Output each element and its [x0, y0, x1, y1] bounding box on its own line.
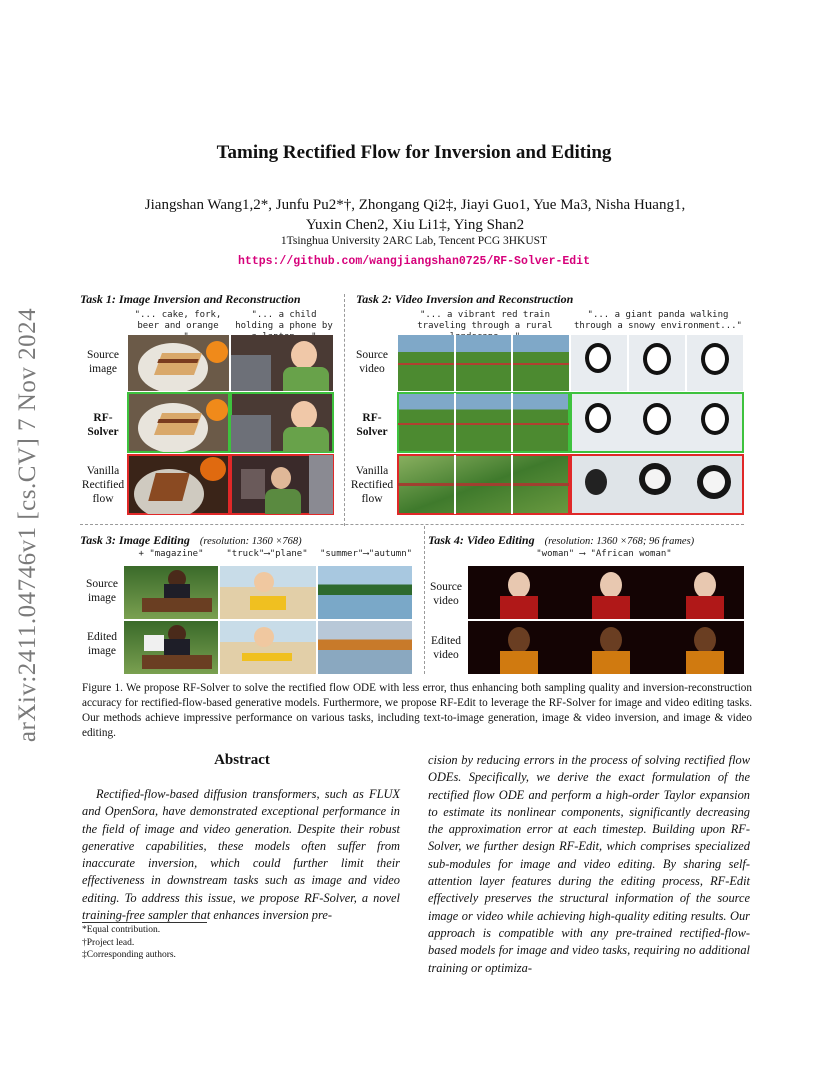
t3-beach-source	[220, 566, 316, 619]
task3-edit-1: + "magazine"	[138, 549, 204, 559]
task2-quote-1: "... a vibrant red train traveling through a rural	[417, 310, 553, 331]
t2-row-vanilla: Vanilla Rectified flow	[350, 465, 394, 505]
footnote-rule	[82, 922, 207, 923]
t3-row-edited: Edited image	[86, 631, 118, 657]
t3-lake-source	[318, 566, 412, 619]
t2-row-source: Source video	[356, 349, 388, 375]
t3-beach-edited	[220, 621, 316, 674]
t2-panda-rfsolver	[571, 393, 743, 452]
t1-child-source	[231, 335, 333, 391]
t1-child-vanilla	[231, 455, 333, 514]
task3-label: Task 3: Image Editing (resolution: 1360 ×768)	[80, 533, 302, 547]
footnote-corresponding: ‡Corresponding authors.	[82, 950, 176, 960]
task3-edit-2: "truck"⟶"plane"	[226, 549, 308, 559]
t1-cake-source	[128, 335, 229, 391]
t1-row-source: Source image	[87, 349, 119, 375]
t2-panda-source	[571, 335, 743, 391]
affiliations: 1Tsinghua University 2ARC Lab, Tencent PCG 3HKUST	[280, 235, 548, 247]
t2-train-vanilla	[398, 455, 569, 514]
paper-title: Taming Rectified Flow for Inversion and Editing	[216, 142, 612, 163]
footnote-equal: *Equal contribution.	[82, 925, 161, 935]
task2-quote-2: "... a giant panda walking through a snowy environment..."	[574, 310, 742, 331]
t3-row-source: Source image	[86, 578, 118, 604]
divider-vertical-top	[344, 294, 345, 526]
task1-label: Task 1: Image Inversion and Reconstruction	[80, 292, 301, 306]
t1-row-rfsolver: RF-Solver	[87, 412, 119, 438]
t2-panda-vanilla	[571, 455, 743, 514]
t1-child-rfsolver	[231, 393, 333, 452]
task3-resolution: (resolution: 1360 ×768)	[199, 536, 302, 547]
arxiv-stamp: arXiv:2411.04746v1 [cs.CV] 7 Nov 2024	[14, 307, 41, 743]
footnote-lead: †Project lead.	[82, 937, 135, 948]
footnotes	[82, 924, 282, 962]
task1-quote-2: "... a child holding a phone by	[235, 310, 333, 331]
t4-woman-edited	[468, 621, 744, 674]
t3-lake-edited	[318, 621, 412, 674]
authors-line-1: Jiangshan Wang1,2*, Junfu Pu2*†, Zhongang Qi2‡, Jiayi Guo1, Yue Ma3, Nisha Huang1,	[144, 197, 686, 213]
task4-resolution: (resolution: 1360 ×768; 96 frames)	[544, 536, 695, 547]
t3-park-edited	[124, 621, 218, 674]
task4-edit: "woman" ⟶ "African woman"	[536, 549, 672, 559]
abstract-left-column: Rectified-flow-based diffusion transformers, such as FLUX and OpenSora, have demonstrated exceptional performance in the field of image and video generation. Despite their robust generative capabilities, these models often suffer from inaccurate inversion, which could further limit their effectiveness in downstream tasks such as image and video editing. To address this issue, we propose RF-Solver, a novel training-free sampler that enhances inversion pre-	[82, 787, 400, 923]
t2-row-rfsolver: RF-Solver	[356, 412, 388, 438]
task2-label: Task 2: Video Inversion and Reconstruction	[356, 292, 574, 306]
t4-woman-source	[468, 566, 744, 619]
t4-row-edited: Edited video	[430, 635, 462, 661]
t2-train-source	[398, 335, 569, 391]
t3-park-source	[124, 566, 218, 619]
task4-label: Task 4: Video Editing (resolution: 1360 ×768; 96 frames)	[428, 533, 695, 547]
t2-train-rfsolver	[398, 393, 569, 452]
figure-caption: Figure 1. We propose RF-Solver to solve the rectified flow ODE with less error, thus enhancing both sampling quality and inversion-reconstruction accuracy for rectified-flow-based generative models. Furthermore, we propose RF-Edit to leverage the RF-Solver for image and video editing tasks. Our methods achieve impressive performance on various tasks, including text-to-image generation, image & video inversion, and image & video editing.	[82, 682, 752, 739]
abstract-right-column: cision by reducing errors in the process of solving rectified flow ODEs. Specifically, we derive the exact formulation of the rectified flow ODE and perform a high-order Taylor expansion to estimate its nonlinear components, significantly decreasing the approximation error at each timestep. Building upon RF-Solver, we further design RF-Edit, which comprises specialized sub-modules for image and video editing. By sharing self-attention layer features during the editing process, RF-Edit effectively preserves the structural information of the source image or video while achieving high-quality editing results. Our approach is compatible with any pre-trained rectified-flow-based models for image and video tasks, requiring no additional training or optimiza-	[428, 753, 750, 975]
author-list	[110, 195, 720, 235]
t1-cake-rfsolver	[128, 393, 229, 452]
task1-quote-1: "... cake, fork, beer and orange	[134, 310, 222, 331]
authors-line-2: Yuxin Chen2, Xiu Li1‡, Ying Shan2	[305, 217, 525, 233]
divider-horizontal	[80, 524, 744, 525]
task3-edit-3: "summer"⟶"autumn"	[319, 549, 413, 559]
abstract-heading: Abstract	[214, 752, 270, 768]
t1-row-vanilla: Vanilla Rectified flow	[81, 465, 125, 505]
t4-row-source: Source video	[430, 581, 462, 607]
github-link[interactable]: https://github.com/wangjiangshan0725/RF-Solver-Edit	[238, 255, 590, 268]
t1-cake-vanilla	[128, 455, 229, 514]
divider-vertical-bottom	[424, 526, 425, 674]
